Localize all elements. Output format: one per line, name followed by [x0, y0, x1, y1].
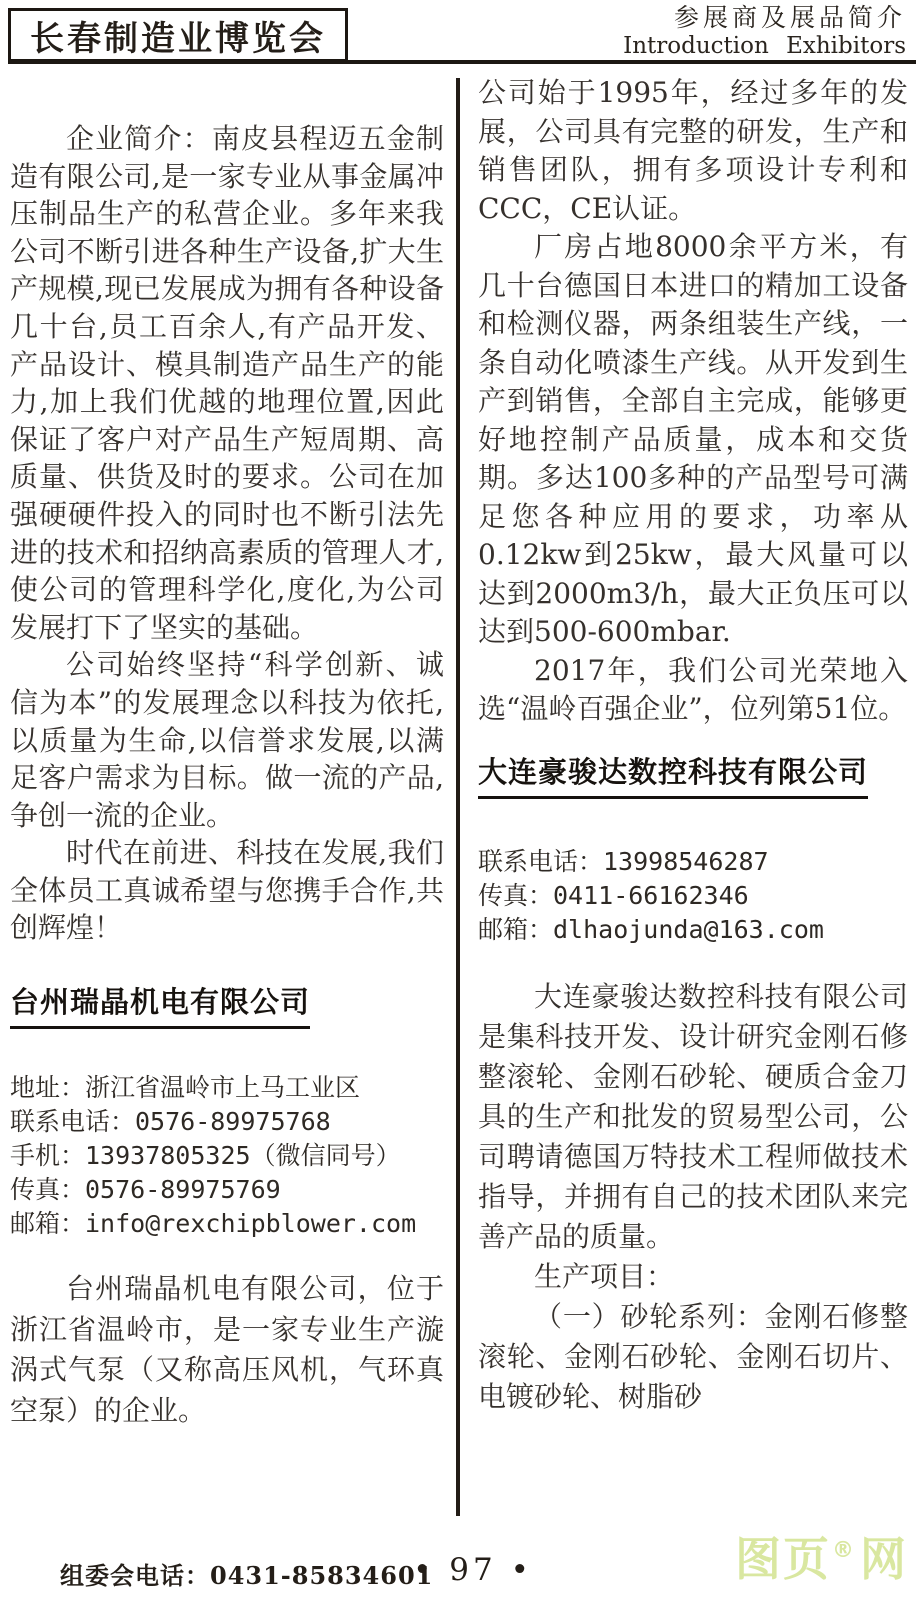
contact-line-phone: 联系电话：0576-89975768	[10, 1107, 331, 1137]
company-heading-text: 大连豪骏达数控科技有限公司	[478, 750, 868, 799]
header-section-titles	[623, 4, 906, 59]
contact-line-fax: 传真：0411-66162346	[478, 880, 749, 910]
contact-line-email: 邮箱：dlhaojunda@163.com	[478, 914, 824, 944]
watermark-logo	[735, 1534, 908, 1585]
paragraph-projects-label: 生产项目：	[534, 1259, 675, 1293]
contact-line-phone: 联系电话：13998546287	[478, 846, 769, 876]
paragraph-project-item: （一）砂轮系列：金刚石修整滚轮、金刚石砂轮、金刚石切片、电镀砂轮、树脂砂	[478, 1299, 908, 1413]
page-number: • 97 •	[413, 1552, 533, 1588]
expo-title: 长春制造业博览会	[30, 18, 326, 59]
section-title-en: Introduction Exhibitors	[623, 32, 906, 59]
expo-title-box	[8, 8, 348, 62]
contact-line-fax: 传真：0576-89975769	[10, 1175, 281, 1205]
company-heading-taizhou	[10, 980, 444, 1029]
contact-line-email: 邮箱：info@rexchipblower.com	[10, 1209, 417, 1239]
header-rule	[8, 60, 916, 64]
contact-block-taizhou	[10, 1071, 444, 1241]
company-heading-text: 台州瑞晶机电有限公司	[10, 980, 310, 1029]
watermark-text-right: 网	[860, 1532, 908, 1586]
section-title-cn: 参展商及展品简介	[673, 3, 906, 32]
contact-line-mobile: 手机：13937805325（微信同号）	[10, 1141, 401, 1171]
paragraph-dalian-intro: 大连豪骏达数控科技有限公司是集科技开发、设计研究金刚石修整滚轮、金刚石砂轮、硬质合金刀具的生产和批发的贸易型公司，公司聘请德国万特技术工程师做技术指导，并拥有自己的技术团队来完善产品的质量。	[478, 979, 908, 1253]
paragraph-history: 公司始于1995年，经过多年的发展，公司具有完整的研发，生产和销售团队，拥有多项设计专利和CCC，CE认证。	[478, 76, 908, 225]
paragraph-company-profile: 企业简介：南皮县程迈五金制造有限公司,是一家专业从事金属冲压制品生产的私营企业。多年来我公司不断引进各种生产设备,扩大生产规模,现已发展成为拥有各种设备几十台,员工百余人,有产品开发、产品设计、模具制造产品生产的能力,加上我们优越的地理位置,因此保证了客户对产品生产短周期、高质量、供货及时的要求。公司在加强硬硬件投入的同时也不断引法先进的技术和招纳高素质的管理人才,使公司的管理科学化,度化,为公司发展打下了坚实的基础。	[10, 122, 444, 644]
right-column	[478, 74, 908, 1417]
contact-block-dalian	[478, 845, 908, 947]
paragraph-factory: 厂房占地8000余平方米，有几十台德国日本进口的精加工设备和检测仪器，两条组装生产线，一条自动化喷漆生产线。从开发到生产到销售，全部自主完成，能够更好地控制产品质量，成本和交货期。多达100多种的产品型号可满足您各种应用的要求，功率从0.12kw到25kw，最大风量可以达到2000m3/h，最大正负压可以达到500-600mbar.	[478, 230, 908, 648]
committee-phone: 组委会电话：0431-85834601	[60, 1561, 434, 1590]
left-column	[10, 120, 444, 1431]
paragraph-cooperation: 时代在前进、科技在发展,我们全体员工真诚希望与您携手合作,共创辉煌！	[10, 836, 444, 945]
company-heading-dalian	[478, 750, 908, 799]
watermark-text-left: 图页	[735, 1532, 831, 1586]
column-divider	[456, 78, 460, 1516]
paragraph-award: 2017年，我们公司光荣地入选“温岭百强企业”，位列第51位。	[478, 653, 908, 725]
registered-trademark-icon: ®	[832, 1538, 856, 1563]
paragraph-taizhou-intro: 台州瑞晶机电有限公司，位于浙江省温岭市，是一家专业生产漩涡式气泵（又称高压风机，气环真空泵）的企业。	[10, 1272, 444, 1427]
paragraph-philosophy: 公司始终坚持“科学创新、诚信为本”的发展理念以科技为依托,以质量为生命,以信誉求发展,以满足客户需求为目标。做一流的产品,争创一流的企业。	[10, 648, 444, 832]
contact-line-address: 地址：浙江省温岭市上马工业区	[10, 1073, 361, 1103]
